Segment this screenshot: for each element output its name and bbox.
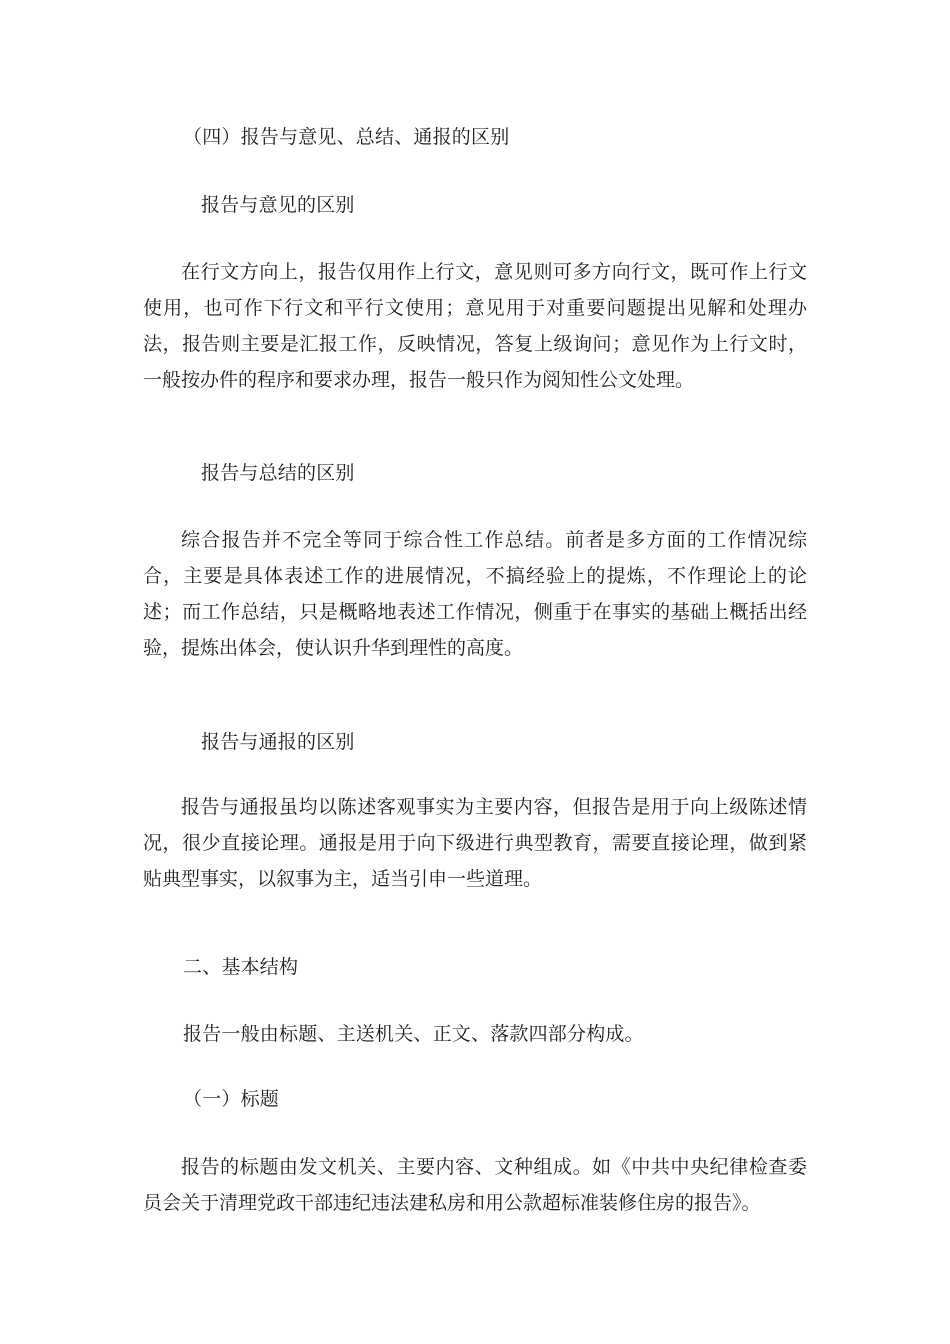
heading-section-2: 二、基本结构 [183,956,299,978]
subheading-report-vs-summary: 报告与总结的区别 [201,462,355,484]
paragraph-report-vs-summary: 综合报告并不完全等同于综合性工作总结。前者是多方面的工作情况综合，主要是具体表述工作的进展情况，不搞经验上的提炼，不作理论上的论述；而工作总结，只是概略地表述工作情况，侧重于在事实的基础上概括出经验，提炼出体会，使认识升华到理性的高度。 [143,529,807,659]
paragraph-structure: 报告一般由标题、主送机关、正文、落款四部分构成。 [183,1023,644,1045]
paragraph-report-vs-opinion: 在行文方向上，报告仅用作上行文，意见则可多方向行文，既可作上行文使用，也可作下行文和平行文使用；意见用于对重要问题提出见解和处理办法，报告则主要是汇报工作，反映情况，答复上级询问；意见作为上行文时，一般按办件的程序和要求办理，报告一般只作为阅知性公文处理。 [143,261,807,391]
paragraph-report-vs-bulletin: 报告与通报虽均以陈述客观事实为主要内容，但报告是用于向上级陈述情况，很少直接论理。通报是用于向下级进行典型教育，需要直接论理，做到紧贴典型事实，以叙事为主，适当引申一些道理。 [143,796,807,890]
heading-section-4: （四）报告与意见、总结、通报的区别 [183,126,510,148]
subheading-report-vs-bulletin: 报告与通报的区别 [201,731,355,753]
subheading-title: （一）标题 [183,1088,280,1110]
paragraph-title: 报告的标题由发文机关、主要内容、文种组成。如《中共中央纪律检查委员会关于清理党政干部违纪违法建私房和用公款超标准装修住房的报告》。 [143,1156,807,1214]
subheading-report-vs-opinion: 报告与意见的区别 [201,194,355,216]
